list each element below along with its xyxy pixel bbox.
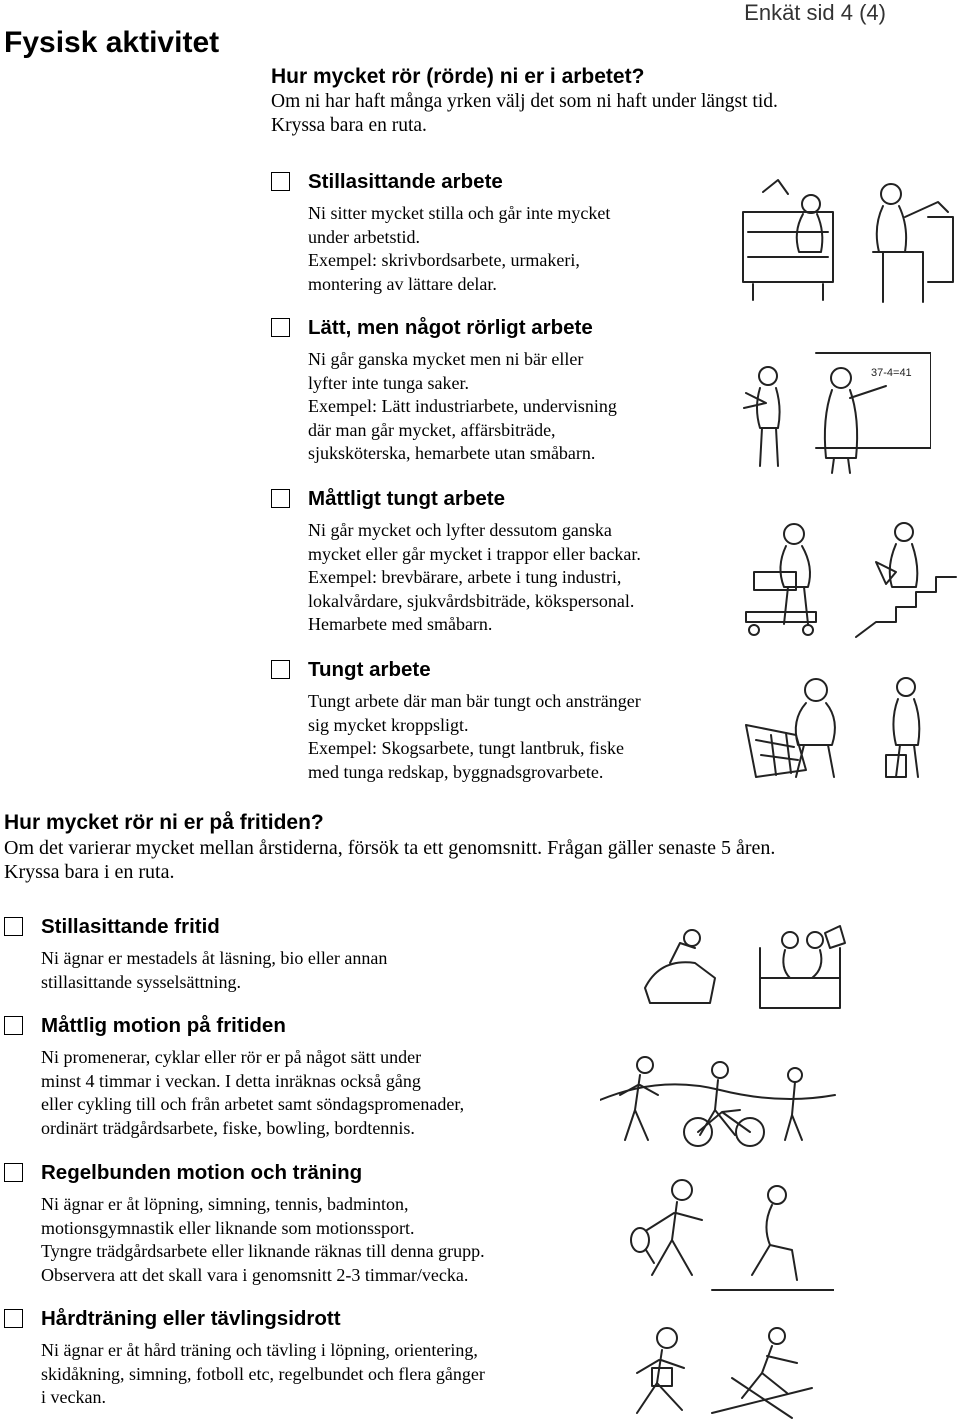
work-question: Hur mycket rör (rörde) ni er i arbetet? bbox=[271, 65, 645, 88]
option-text: med tunga redskap, byggnadsgrovarbete. bbox=[308, 761, 604, 782]
sofa-reading-illustration bbox=[640, 918, 855, 1018]
option-text: där man går mycket, affärsbiträde, bbox=[308, 419, 556, 440]
leisure-option-regular bbox=[4, 1159, 594, 1287]
option-text: skidåkning, simning, fotboll etc, regelbundet och flera gånger bbox=[41, 1363, 485, 1384]
option-title: Måttlig motion på fritiden bbox=[41, 1014, 286, 1037]
checkbox[interactable] bbox=[271, 660, 290, 679]
option-text: ordinärt trädgårdsarbete, fiske, bowling, bordtennis. bbox=[41, 1117, 415, 1138]
heavy-labour-illustration bbox=[736, 665, 958, 783]
checkbox[interactable] bbox=[271, 489, 290, 508]
option-title: Hårdträning eller tävlingsidrott bbox=[41, 1307, 341, 1330]
checkbox[interactable] bbox=[4, 1163, 23, 1182]
work-option-sedentary bbox=[271, 168, 711, 296]
option-text: Hemarbete med småbarn. bbox=[308, 614, 493, 634]
option-text: lyfter inte tunga saker. bbox=[308, 372, 469, 393]
office-workers-illustration bbox=[733, 172, 958, 312]
option-text: Ni promenerar, cyklar eller rör er på något sätt under bbox=[41, 1047, 422, 1067]
option-text: sjuksköterska, hemarbete utan småbarn. bbox=[308, 443, 596, 463]
competition-sport-illustration bbox=[612, 1318, 834, 1423]
leisure-instruction: Om det varierar mycket mellan årstiderna, försök ta ett genomsnitt. Frågan gäller senaste 5 åren. bbox=[4, 837, 776, 859]
leisure-option-sedentary bbox=[4, 913, 584, 994]
option-text: Ni går mycket och lyfter dessutom ganska bbox=[308, 520, 612, 540]
option-title: Måttligt tungt arbete bbox=[308, 487, 506, 510]
carrying-workers-illustration bbox=[736, 512, 958, 640]
checkbox[interactable] bbox=[4, 917, 23, 936]
option-title: Tungt arbete bbox=[308, 658, 431, 681]
section-title: Fysisk aktivitet bbox=[4, 26, 220, 59]
option-text: motionsgymnastik eller liknande som motionssport. bbox=[41, 1217, 415, 1238]
option-text: Ni ägnar er åt löpning, simning, tennis, badminton, bbox=[41, 1194, 409, 1214]
tennis-running-illustration bbox=[612, 1165, 834, 1295]
option-text: stillasittande sysselsättning. bbox=[41, 971, 241, 992]
option-text: Ni ägnar er åt hård träning och tävling i löpning, orientering, bbox=[41, 1340, 478, 1360]
work-option-light bbox=[271, 314, 711, 466]
option-text: Ni ägnar er mestadels åt läsning, bio eller annan bbox=[41, 948, 388, 968]
option-text: under arbetstid. bbox=[308, 226, 420, 247]
option-text: Exempel: Lätt industriarbete, undervisning bbox=[308, 396, 617, 416]
leisure-option-competition bbox=[4, 1305, 594, 1410]
option-text: Exempel: brevbärare, arbete i tung industri, bbox=[308, 567, 622, 587]
checkbox[interactable] bbox=[271, 318, 290, 337]
work-option-moderate bbox=[271, 485, 731, 637]
leisure-instruction: Kryssa bara i en ruta. bbox=[4, 861, 175, 883]
checkbox[interactable] bbox=[4, 1309, 23, 1328]
checkbox[interactable] bbox=[4, 1016, 23, 1035]
work-instruction: Kryssa bara en ruta. bbox=[271, 115, 427, 136]
option-title: Regelbunden motion och träning bbox=[41, 1161, 363, 1184]
leisure-question: Hur mycket rör ni er på fritiden? bbox=[4, 811, 324, 834]
checkbox[interactable] bbox=[271, 172, 290, 191]
blackboard-text: 37-4=41 bbox=[871, 367, 912, 379]
option-text: Exempel: Skogsarbete, tungt lantbruk, fiske bbox=[308, 738, 624, 758]
work-instruction: Om ni har haft många yrken välj det som ni haft under längst tid. bbox=[271, 91, 778, 112]
option-text: mycket eller går mycket i trappor eller backar. bbox=[308, 543, 641, 564]
option-title: Lätt, men något rörligt arbete bbox=[308, 316, 593, 339]
option-text: minst 4 timmar i veckan. I detta inräknas också gång bbox=[41, 1070, 421, 1091]
option-text: sig mycket kroppsligt. bbox=[308, 714, 469, 735]
option-text: lokalvårdare, sjukvårdsbiträde, kökspersonal. bbox=[308, 590, 635, 611]
option-text: eller cykling till och från arbetet samt söndagspromenader, bbox=[41, 1094, 465, 1114]
option-text: Ni sitter mycket stilla och går inte mycket bbox=[308, 203, 611, 223]
option-text: i veckan. bbox=[41, 1387, 106, 1407]
work-question-block bbox=[271, 64, 911, 138]
option-title: Stillasittande fritid bbox=[41, 915, 220, 938]
option-text: Tyngre trädgårdsarbete eller liknande räknas till denna grupp. bbox=[41, 1241, 485, 1261]
work-option-heavy bbox=[271, 656, 711, 784]
option-text: Tungt arbete där man bär tungt och anstränger bbox=[308, 691, 641, 711]
leisure-option-moderate bbox=[4, 1012, 584, 1140]
option-text: montering av lättare delar. bbox=[308, 273, 497, 294]
option-text: Exempel: skrivbordsarbete, urmakeri, bbox=[308, 250, 580, 270]
teacher-illustration bbox=[736, 348, 931, 476]
page-number: Enkät sid 4 (4) bbox=[744, 0, 886, 25]
option-text: Observera att det skall vara i genomsnitt 2-3 timmar/vecka. bbox=[41, 1264, 469, 1285]
leisure-question-block bbox=[4, 810, 959, 884]
option-text: Ni går ganska mycket men ni bär eller bbox=[308, 349, 584, 369]
option-title: Stillasittande arbete bbox=[308, 170, 503, 193]
walking-cycling-illustration bbox=[600, 1040, 840, 1150]
